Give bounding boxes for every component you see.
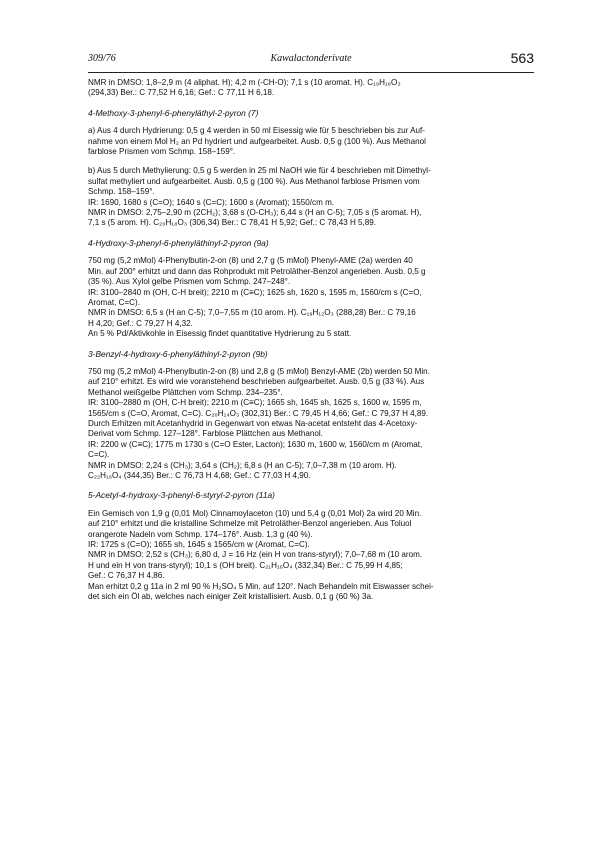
- page-number: 563: [510, 50, 534, 66]
- text-line: H und ein H von trans-styryl); 10,1 s (OH breit). C₂₁H₁₆O₄ (332,34) Ber.: C 75,99 H 4,85;: [88, 560, 403, 570]
- text-line: C₂₂H₁₆O₄ (344,35) Ber.: C 76,73 H 4,68; Gef.: C 77,03 H 4,90.: [88, 471, 311, 480]
- text-line: IR: 3100–2840 m (OH, C-H breit); 2210 m (C≡C); 1625 sh, 1620 s, 1595 m, 1560/cm s (C=O,: [88, 287, 422, 297]
- section-compound-9b: [88, 349, 534, 482]
- header-rule: [88, 72, 534, 73]
- section-title: 4-Hydroxy-3-phenyl-6-phenyläthinyl-2-pyron (9a): [88, 237, 269, 248]
- section-title: 3-Benzyl-4-hydroxy-6-phenyläthinyl-2-pyron (9b): [88, 348, 268, 359]
- text-line: orangerote Nadeln vom Schmp. 174–176°. Ausb. 1,3 g (40 %).: [88, 529, 313, 539]
- journal-issue: 309/76: [88, 53, 116, 64]
- text-line: NMR in DMSO: 2,75–2,90 m (2CH₂); 3,68 s (O-CH₃); 6,44 s (H an C-5); 7,05 s (5 aromat. H),: [88, 208, 422, 218]
- text-line: 750 mg (5,2 mMol) 4-Phenylbutin-2-on (8) und 2,7 g (5 mMol) Phenyl-AME (2a) werden 40: [88, 256, 413, 266]
- page-header: [88, 51, 534, 67]
- text-line: Aromat, C=C).: [88, 297, 140, 307]
- text-line: det sich ein Öl ab, welches nach einiger Zeit kristallisiert. Ausb. 0,1 g (60 %) 3a.: [88, 592, 374, 602]
- text-line: Durch Erhitzen mit Acetanhydrid in Gegenwart von etwas Na-acetat entsteht das 4-Acetoxy-: [88, 418, 418, 428]
- text-line: (35 %). Aus Xylol gelbe Prismen vom Schmp. 247–248°.: [88, 277, 291, 287]
- text-line: (294,33) Ber.: C 77,52 H 6,16; Gef.: C 77,11 H 6,18.: [88, 88, 275, 98]
- section-compound-11a: [88, 490, 534, 602]
- text-line: Man erhitzt 0,2 g 11a in 2 ml 90 % H₂SO₄ 5 Min. auf 120°. Nach Behandeln mit Eiswasser schei-: [88, 581, 434, 591]
- text-line: Ein Gemisch von 1,9 g (0,01 Mol) Cinnamoylaceton (10) und 5,4 g (0,01 Mol) 2a wird 20 Min.: [88, 508, 422, 518]
- section-intro: [88, 78, 534, 99]
- paragraph: [88, 256, 534, 339]
- text-line: sulfat methyliert und aufgearbeitet. Ausb. 0,5 g (100 %). Aus Methanol farblose Prismen vom: [88, 176, 420, 186]
- text-line: Derivat vom Schmp. 127–128°. Farblose Plättchen aus Methanol.: [88, 429, 323, 439]
- text-line: IR: 3100–2880 m (OH, C-H breit); 2210 m (C≡C); 1665 sh, 1645 sh, 1625 s, 1600 w, 1595 m,: [88, 398, 422, 408]
- paragraph: [88, 126, 534, 157]
- text-line: NMR in DMSO: 1,8–2,9 m (4 aliphat. H); 4,2 m (-CH-O); 7,1 s (10 aromat. H). C₁₉H₁₈O₃: [88, 78, 401, 87]
- paragraph: [88, 367, 534, 481]
- text-line: IR: 2200 w (C≡C); 1775 m 1730 s (C=O Ester, Lacton); 1630 m, 1600 w, 1560/cm m (Aromat,: [88, 439, 423, 449]
- text-line: C=C).: [88, 450, 110, 460]
- article-body: [88, 78, 534, 611]
- section-title: 4-Methoxy-3-phenyl-6-phenyläthyl-2-pyron (7): [88, 107, 259, 118]
- text-line: Methanol weißgelbe Plättchen vom Schmp. 234–235°.: [88, 387, 283, 397]
- text-line: Min. auf 200° erhitzt und dann das Rohprodukt mit Petroläther-Benzol angerieben. Ausb. 0,5 g: [88, 266, 426, 276]
- section-title: 5-Acetyl-4-hydroxy-3-phenyl-6-styryl-2-pyron (11a): [88, 490, 275, 501]
- text-line: nahme von einem Mol H₂ an Pd hydriert und aufgearbeitet. Ausb. 0,5 g (100 %). Aus Methanol: [88, 136, 426, 146]
- text-line: NMR in DMSO: 6,5 s (H an C-5); 7,0–7,55 m (10 arom. H). C₁₉H₁₂O₃ (288,28) Ber.: C 79,16: [88, 308, 416, 318]
- text-line: 1565/cm s (C=O, Aromat, C=C). C₂₀H₁₄O₃ (302,31) Ber.: C 79,45 H 4,66; Gef.: C 79,37 H 4,89.: [88, 408, 429, 418]
- text-line: farblose Prismen vom Schmp. 158–159°.: [88, 147, 236, 157]
- text-line: 750 mg (5,2 mMol) 4-Phenylbutin-2-on (8) und 2,8 g (5 mMol) Benzyl-AME (2b) werden 50 Min.: [88, 366, 430, 376]
- paragraph: [88, 166, 534, 228]
- text-line: NMR in DMSO: 2,52 s (CH₃); 6,80 d, J = 16 Hz (ein H von trans-styryl); 7,0–7,68 m (10 arom.: [88, 550, 423, 560]
- text-line: a) Aus 4 durch Hydrierung: 0,5 g 4 werden in 50 ml Eisessig wie für 5 beschrieben bis zur Auf-: [88, 126, 425, 136]
- text-line: b) Aus 5 durch Methylierung: 0,5 g 5 werden in 25 ml NaOH wie für 4 beschrieben mit Dimethyl-: [88, 166, 431, 176]
- text-line: H 4,20; Gef.: C 79,27 H 4,32.: [88, 318, 193, 328]
- paragraph: [88, 78, 534, 99]
- section-compound-9a: [88, 238, 534, 340]
- text-line: NMR in DMSO: 2,24 s (CH₃); 3,64 s (CH₂); 6,8 s (H an C-5); 7,0–7,38 m (10 arom. H).: [88, 460, 397, 470]
- text-line: An 5 % Pd/Aktivkohle in Eisessig findet quantitative Hydrierung zu 5 statt.: [88, 329, 352, 339]
- text-line: auf 210° erhitzt. Es wird wie voranstehend beschrieben aufgearbeitet. Ausb. 0,5 g (33 %). Aus: [88, 377, 425, 387]
- text-line: IR: 1725 s (C=O); 1655 sh, 1645 s 1565/cm w (Aromat, C=C).: [88, 540, 310, 550]
- section-compound-7: [88, 108, 534, 229]
- text-line: IR: 1690, 1680 s (C=O); 1640 s (C=C); 1600 s (Aromat); 1550/cm m.: [88, 197, 335, 207]
- paragraph: [88, 509, 534, 603]
- text-line: Gef.: C 76,37 H 4,86.: [88, 571, 165, 581]
- running-title: Kawalactonderivate: [270, 53, 352, 64]
- text-line: 7,1 s (5 arom. H). C₂₀H₁₈O₃ (306,34) Ber.: C 78,41 H 5,92; Gef.: C 78,43 H 5,89.: [88, 218, 377, 228]
- text-line: Schmp. 158–159°.: [88, 187, 155, 197]
- text-line: auf 210° erhitzt und die kristalline Schmelze mit Petroläther-Benzol angerieben. Aus Toluol: [88, 519, 412, 529]
